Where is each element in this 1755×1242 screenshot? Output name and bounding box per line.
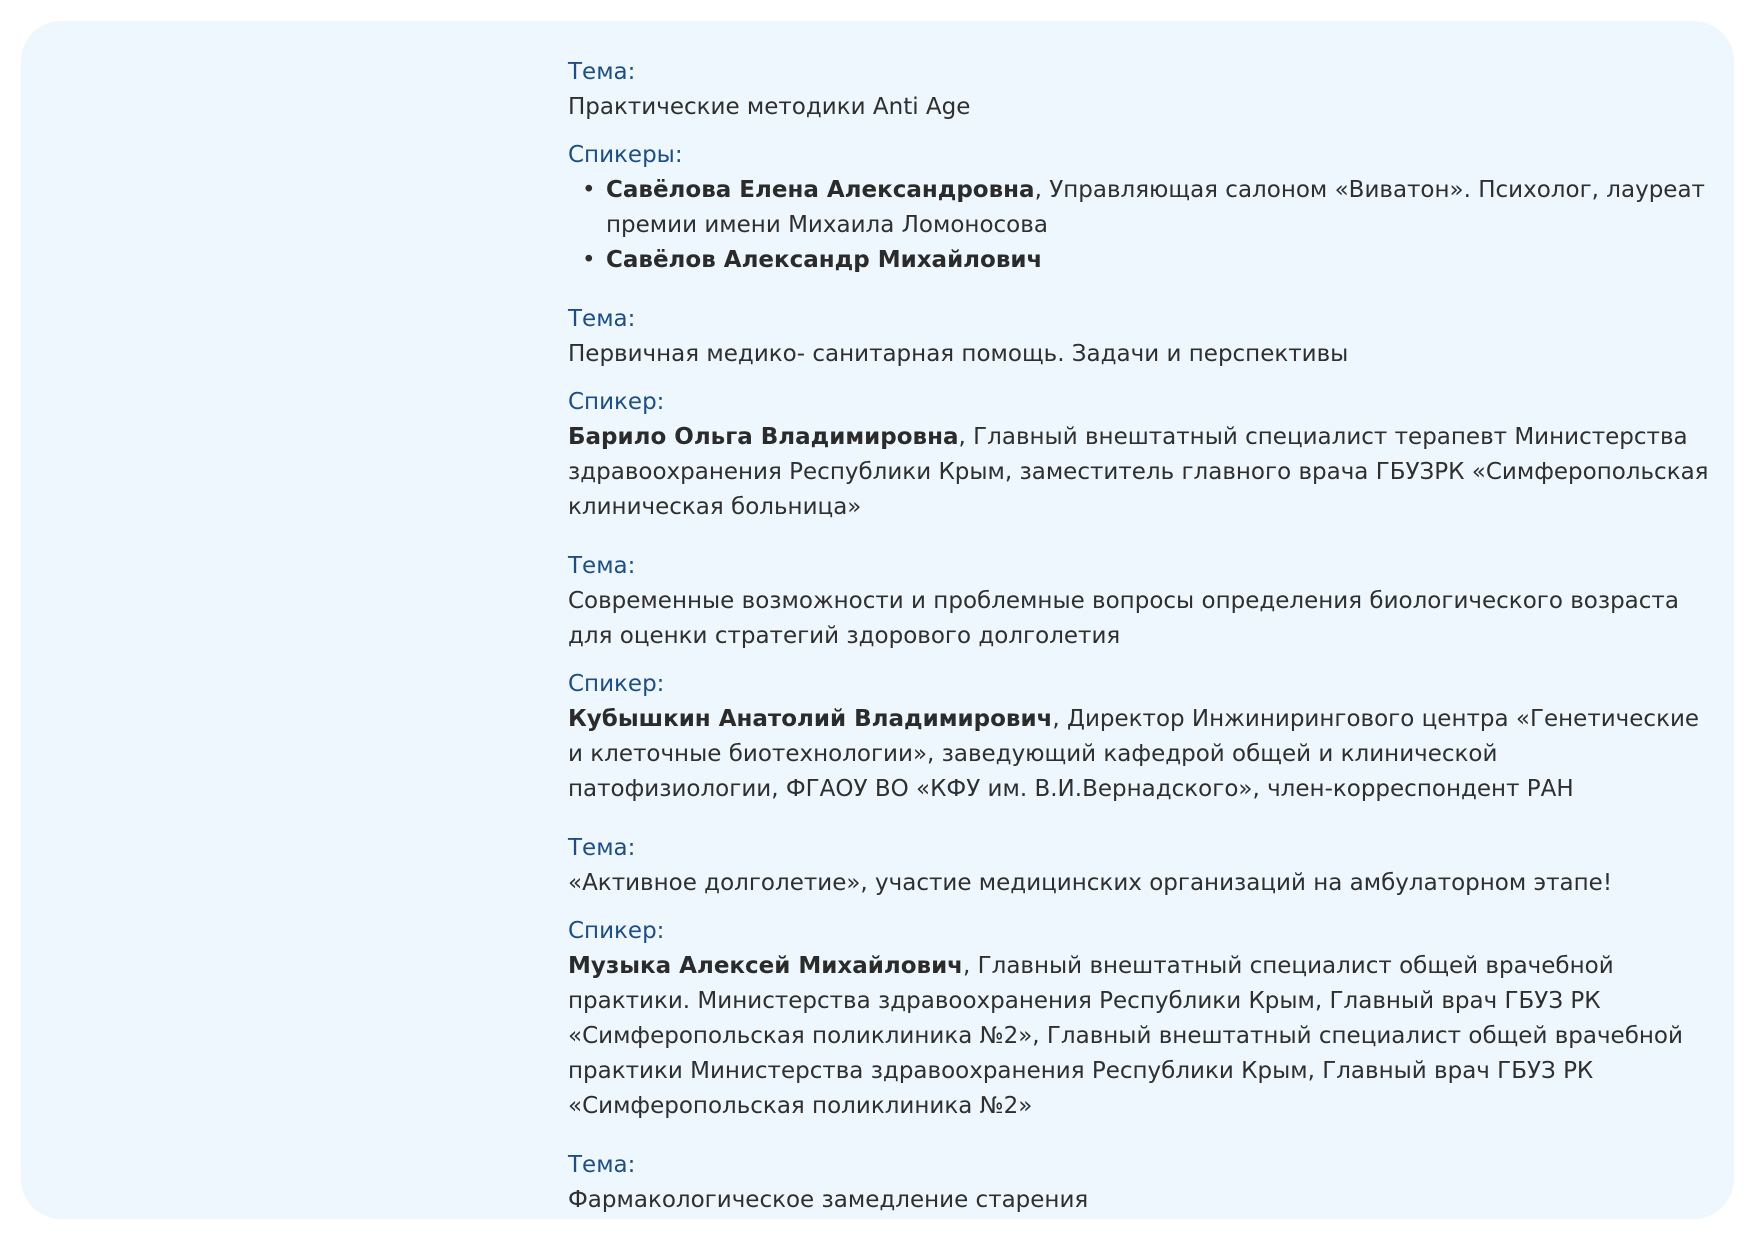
topic-title: Фармакологическое замедление старения xyxy=(568,1187,1089,1213)
speaker-description: , Главный внештатный специалист общей врачебной практики. Министерства здравоохранения Республики Крым, Главный врач ГБУЗ РК «Симферопольская поликлиника №2», Главный внештатный специалист общей врачебной практики Министерства здравоохранения Республики Крым, Главный врач ГБУЗ РК «Симферопольская поликлиника №2» xyxy=(568,953,1683,1119)
speaker-name: Музыка Алексей Михайлович xyxy=(568,953,963,979)
bullet-icon: • xyxy=(582,247,596,273)
speaker-label: Спикер: xyxy=(568,389,665,415)
topic-label: Тема: xyxy=(568,1152,636,1178)
speakers-label: Спикеры: xyxy=(568,142,683,168)
speaker-item xyxy=(582,173,1713,243)
topic-label: Тема: xyxy=(568,306,636,332)
session-3 xyxy=(568,549,1713,807)
speaker-description: , Управляющая салоном «Виватон». Психолог, лауреат премии имени Михаила Ломоносова xyxy=(606,177,1705,238)
speaker-name: Савёлова Елена Александровна xyxy=(606,177,1035,203)
speaker-name: Савёлов Александр Михайлович xyxy=(606,247,1043,273)
topic-label: Тема: xyxy=(568,835,636,861)
speaker-description: , Главный внештатный специалист терапевт Министерства здравоохранения Республики Крым, заместитель главного врача ГБУЗРК «Симферопольская клиническая больница» xyxy=(568,424,1709,520)
topic-label: Тема: xyxy=(568,553,636,579)
speaker-info xyxy=(568,949,1713,1124)
session-5 xyxy=(568,1148,1713,1218)
speaker-name: Барило Ольга Владимировна xyxy=(568,424,959,450)
speaker-label: Спикер: xyxy=(568,671,665,697)
session-1 xyxy=(568,55,1713,278)
speaker-list xyxy=(568,173,1713,278)
program-content xyxy=(568,55,1713,1242)
topic-title: «Активное долголетие», участие медицинских организаций на амбулаторном этапе! xyxy=(568,870,1613,896)
topic-title: Практические методики Anti Age xyxy=(568,94,971,120)
speaker-item xyxy=(582,243,1713,278)
topic-label: Тема: xyxy=(568,59,636,85)
speaker-name: Кубышкин Анатолий Владимирович xyxy=(568,706,1053,732)
topic-title: Современные возможности и проблемные вопросы определения биологического возраста для оценки стратегий здорового долголетия xyxy=(568,588,1679,649)
speaker-label: Спикер: xyxy=(568,918,665,944)
topic-title: Первичная медико- санитарная помощь. Задачи и перспективы xyxy=(568,341,1349,367)
session-2 xyxy=(568,302,1713,525)
program-card xyxy=(21,21,1734,1219)
speaker-description: , Директор Инжинирингового центра «Генетические и клеточные биотехнологии», заведующий кафедрой общей и клинической патофизиологии, ФГАОУ ВО «КФУ им. В.И.Вернадского», член-корреспондент РАН xyxy=(568,706,1700,802)
session-4 xyxy=(568,831,1713,1124)
speaker-info xyxy=(568,702,1713,807)
bullet-icon: • xyxy=(582,177,596,203)
speaker-info xyxy=(568,420,1713,525)
